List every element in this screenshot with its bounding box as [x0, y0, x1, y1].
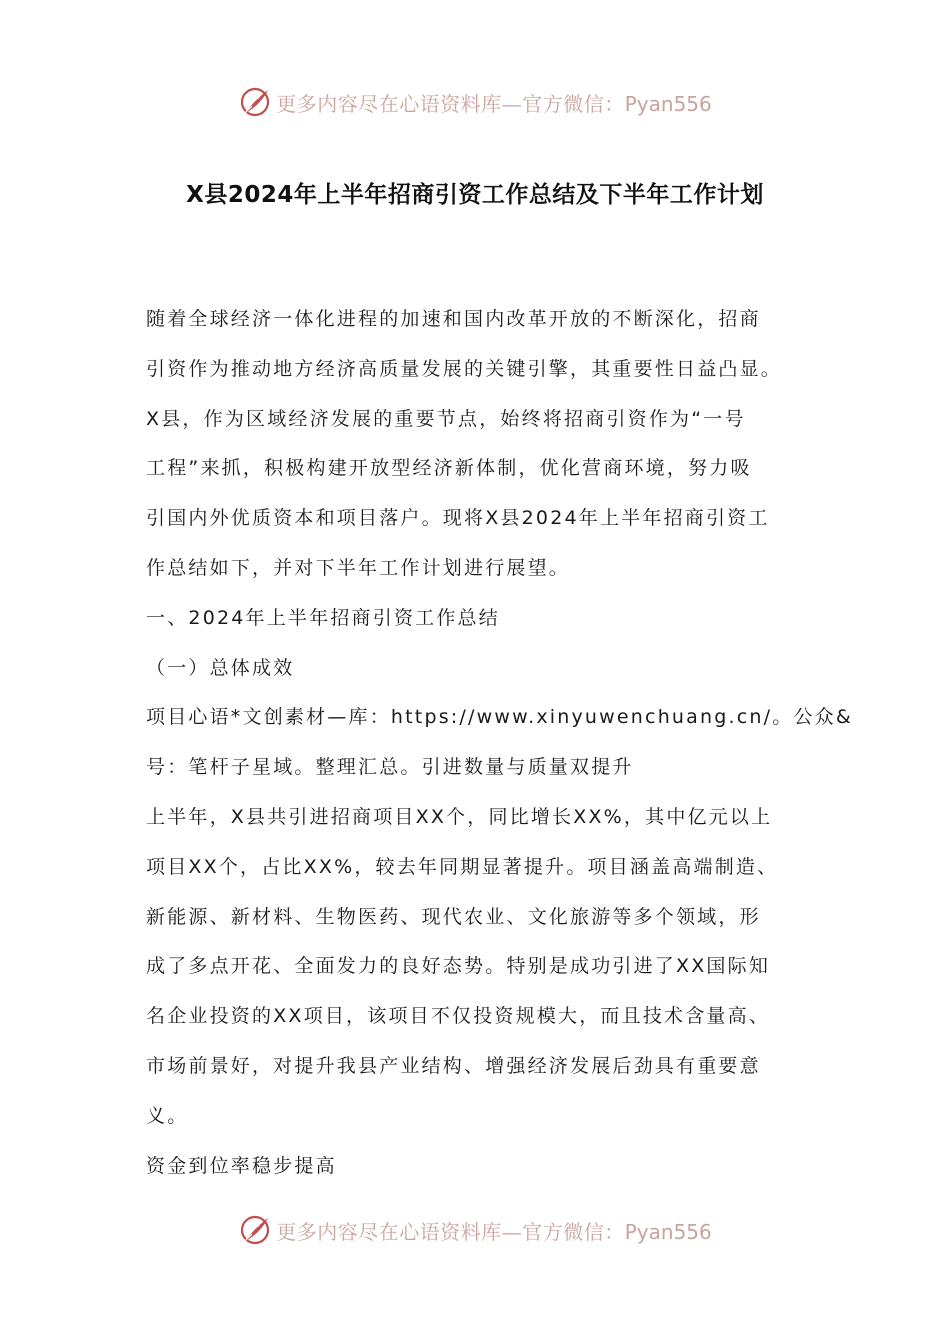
body-line: 新能源、新材料、生物医药、现代农业、文化旅游等多个领域，形: [146, 905, 761, 928]
body-line: 随着全球经济一体化进程的加速和国内改革开放的不断深化，招商: [146, 308, 761, 330]
body-line: 成了多点开花、全面发力的良好态势。特别是成功引进了XX国际知: [146, 955, 771, 978]
banner-label: 更多内容尽在心语资料库—官方微信：: [276, 91, 625, 116]
document-body: [146, 299, 853, 1195]
body-line: 义。: [146, 1104, 189, 1127]
banner-text: [276, 88, 712, 117]
body-line: 号：笔杆子星域。整理汇总。引进数量与质量双提升: [146, 756, 634, 779]
quill-pen-logo-icon: [238, 85, 272, 119]
body-line: X县，作为区域经济发展的重要节点，始终将招商引资作为“一号: [146, 407, 746, 430]
body-line: 市场前景好，对提升我县产业结构、增强经济发展后劲具有重要意: [146, 1054, 761, 1077]
subsection-heading: （一）总体成效: [146, 656, 295, 679]
body-line: 名企业投资的XX项目，该项目不仅投资规模大，而且技术含量高、: [146, 1005, 771, 1028]
body-line: 工程”来抓，积极构建开放型经济新体制，优化营商环境，努力吸: [146, 457, 752, 480]
body-line: 引国内外优质资本和项目落户。现将X县2024年上半年招商引资工: [146, 507, 770, 530]
section-heading: 一、2024年上半年招商引资工作总结: [146, 606, 500, 629]
banner-label: 更多内容尽在心语资料库—官方微信：: [276, 1219, 625, 1244]
quill-pen-logo-icon: [238, 1213, 272, 1247]
header-watermark-banner: [0, 82, 950, 122]
banner-text: [276, 1216, 712, 1245]
body-line: 项目XX个，占比XX%，较去年同期显著提升。项目涵盖高端制造、: [146, 855, 779, 878]
banner-wechat-id: Pyan556: [624, 1219, 712, 1244]
body-line: 作总结如下，并对下半年工作计划进行展望。: [146, 556, 571, 579]
document-title: X县2024年上半年招商引资工作总结及下半年工作计划: [186, 182, 764, 208]
body-line: 上半年，X县共引进招商项目XX个，同比增长XX%，其中亿元以上: [146, 805, 773, 828]
body-line: 资金到位率稳步提高: [146, 1154, 337, 1177]
body-line: 引资作为推动地方经济高质量发展的关键引擎，其重要性日益凸显。: [146, 357, 783, 380]
footer-watermark-banner: [0, 1210, 950, 1250]
banner-wechat-id: Pyan556: [624, 91, 712, 116]
body-line: 项目心语*文创素材—库：https://www.xinyuwenchuang.cn/。公众&: [146, 706, 853, 729]
